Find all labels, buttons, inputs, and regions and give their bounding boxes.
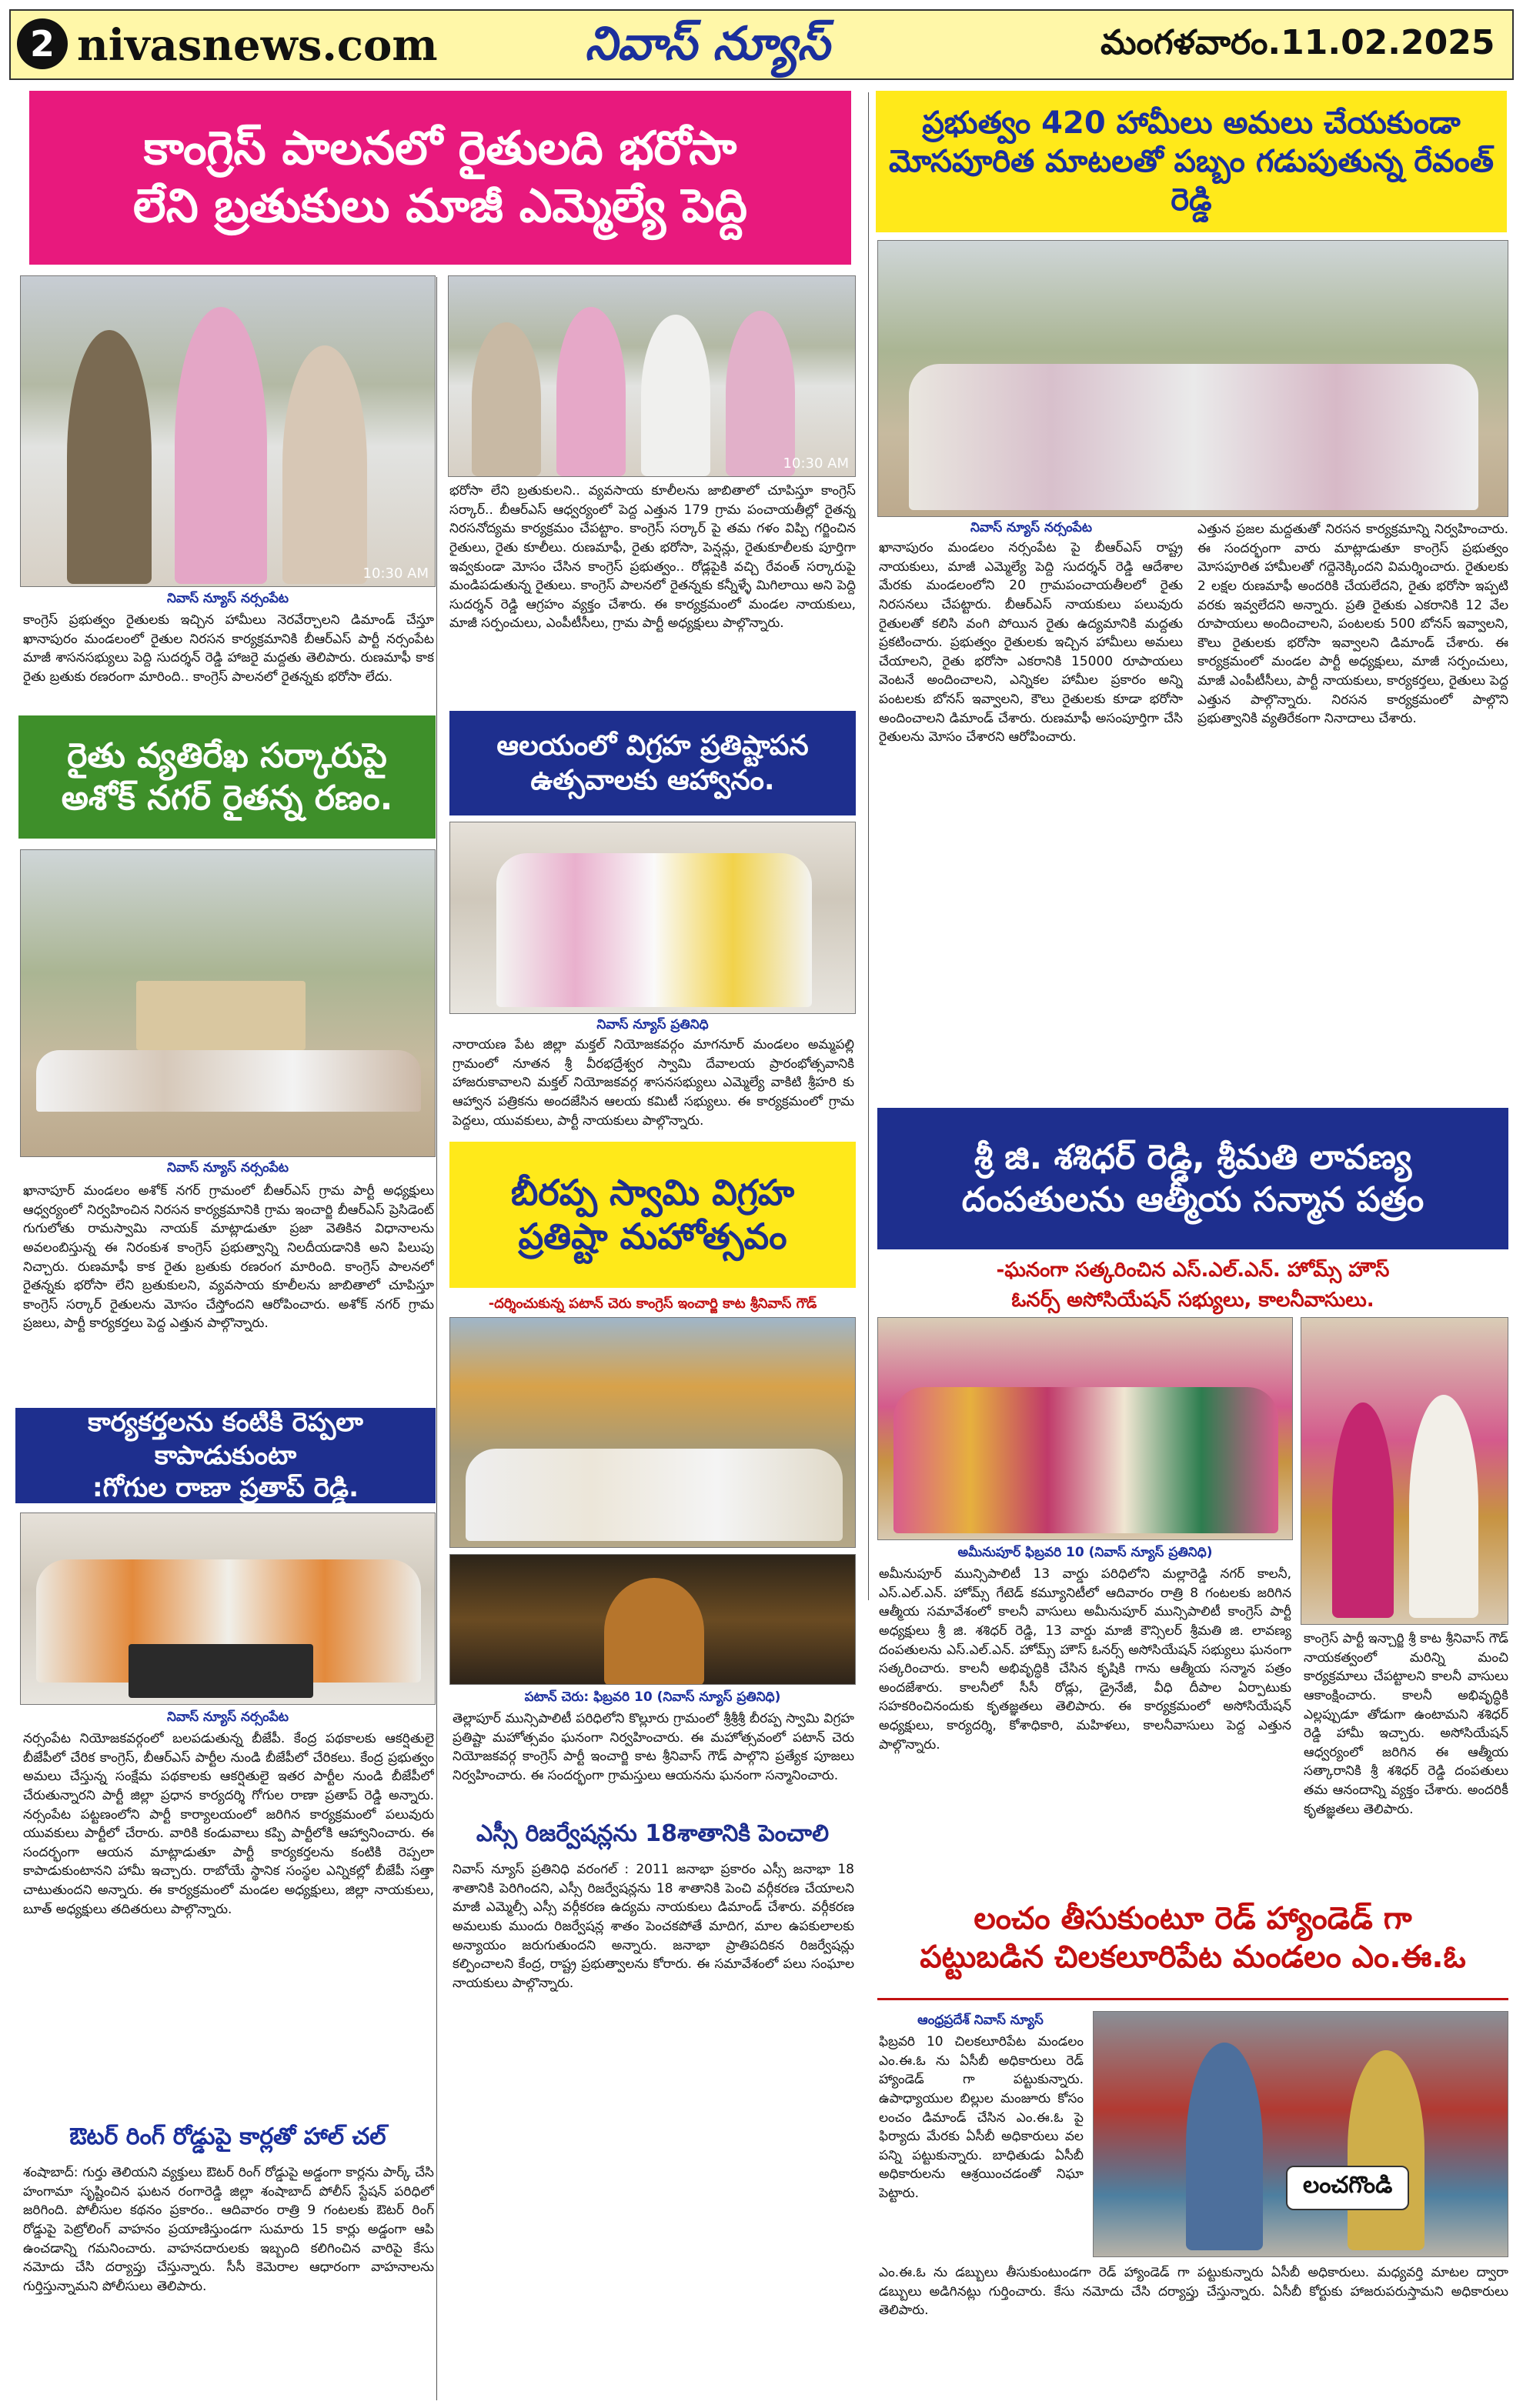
- story3-headline-line2: అశోక్ నగర్ రైతన్న రణం.: [61, 779, 393, 818]
- story6-caption: నివాస్ న్యూస్ ప్రతినిధి: [596, 1017, 709, 1032]
- story9-photo-felicitation-couple: [1301, 1317, 1508, 1625]
- story9-body-left: అమీనుపూర్ మున్సిపాలిటీ 13 వార్డు పరిధిలోని మల్లారెడ్డి నగర్ కాలనీ, ఎస్.ఎల్.ఎన్. హోమ్స్ గేటెడ్ కమ్యూనిటీలో ఆదివారం రాత్రి 8 గంటలకు జరిగిన ఆత్మీయ సమావేశంలో కాలనీ వాసులు అమీనుపూర్ మున్సిపాలిటీ కాంగ్రెస్ పార్టీ అధ్యక్షులు శ్రీ జి. శశిధర్ రెడ్డి, 13 వార్డు మాజీ కౌన్సిలర్ శ్రీమతి జి. లావణ్య దంపతులను ఎస్.ఎల్.ఎన్. హోమ్స్ హౌస్ ఓనర్స్ అసోసియేషన్ సభ్యులు ఘనంగా సత్కరించారు. కాలనీ అభివృద్ధికి చేసిన కృషికి గాను ఆత్మీయ సన్మాన పత్రం అందజేశారు. కాలనీలో సీసీ రోడ్లు, డ్రైనేజీ, వీధి దీపాల ఏర్పాటుకు సహకరించినందుకు కృతజ్ఞతలు తెలిపారు. ఈ కార్యక్రమంలో అసోసియేషన్ అధ్యక్షులు, కార్యదర్శి, కోశాధికారి, మహిళలు, కాలనీవాసులు పెద్ద ఎత్తున పాల్గొన్నారు.: [879, 1566, 1291, 1753]
- story8-headline: ఎస్సీ రిజర్వేషన్లను 18శాతానికి పెంచాలి: [449, 1813, 856, 1856]
- story6-headline: [449, 711, 856, 815]
- story1-body-left: కాంగ్రెస్ ప్రభుత్వం రైతులకు ఇచ్చిన హామీలు నెరవేర్చాలని డిమాండ్ చేస్తూ ఖానాపురం మండలంలో రైతుల నిరసన కార్యక్రమానికి బీఆర్ఎస్ పార్టీ నర్సంపేట మాజీ శాసనసభ్యులు పెద్ది సుదర్శన్ రెడ్డి హాజరై మద్దతు తెలిపారు. రుణమాఫీ కాక రైతు బ్రతుకు రణరంగా మారింది.. కాంగ్రెస్ పాలనలో రైతన్నకు భరోసా లేదు.: [23, 612, 434, 685]
- story9-headline-line1: శ్రీ జి. శశిధర్ రెడ్డి, శ్రీమతి లావణ్య: [974, 1138, 1412, 1177]
- story7-body: తెల్లాపూర్ మున్సిపాలిటీ పరిధిలోని కొల్లూరు గ్రామంలో శ్రీశ్రీశ్రీ బీరప్ప స్వామి విగ్రహ ప్రతిష్టా మహోత్సవం ఘనంగా నిర్వహించారు. ఈ మహోత్సవంలో పటాన్ చెరు నియోజకవర్గ కాంగ్రెస్ పార్టీ ఇంచార్జి కాట శ్రీనివాస్ గౌడ్ పాల్గొని ప్రత్యేక పూజలు నిర్వహించారు. ఈ సందర్భంగా గ్రామస్తులు ఆయనను ఘనంగా సన్మానించారు.: [453, 1711, 854, 1783]
- story4-body: నర్సంపేట నియోజకవర్గంలో బలపడుతున్న బీజేపీ. కేంద్ర పథకాలకు ఆకర్షితులై బీజేపీలో చేరిక కాంగ్రెస్, బీఆర్ఎస్ పార్టీల నుండి బీజేపీలో చేరికలు. కేంద్ర ప్రభుత్వం అమలు చేస్తున్న సంక్షేమ పథకాలకు ఆకర్షితులై ఇతర పార్టీల నుండి బీజేపీలో చేరుతున్నారని పార్టీ జిల్లా ప్రధాన కార్యదర్శి గోగుల రాణా ప్రతాప్ రెడ్డి అన్నారు. నర్సంపేట పట్టణంలోని పార్టీ కార్యాలయంలో జరిగిన కార్యక్రమంలో పలువురు యువకులు పార్టీలో చేరారు. వారికి కండువాలు కప్పి పార్టీలోకి ఆహ్వానించారు. ఈ సందర్భంగా ఆయన మాట్లాడుతూ పార్టీ కార్యకర్తలను కంటికి రెప్పలా కాపాడుకుంటానని హామీ ఇచ్చారు. రాబోయే స్థానిక సంస్థల ఎన్నికల్లో బీజేపీ సత్తా చాటుతుందని అన్నారు. ఈ కార్యక్రమంలో మండల అధ్యక్షులు, జిల్లా నాయకులు, బూత్ అధ్యక్షులు తదితరులు పాల్గొన్నారు.: [23, 1731, 434, 1917]
- story9-headline-line2: దంపతులను ఆత్మీయ సన్మాన పత్రం: [961, 1180, 1424, 1219]
- story7-headline-line2: ప్రతిష్టా మహోత్సవం: [518, 1216, 787, 1257]
- column-divider: [868, 92, 869, 1600]
- story1-body-right: భరోసా లేని బ్రతుకులని.. వ్యవసాయ కూలీలను జాబితాలో చూపిస్తూ కాంగ్రెస్ సర్కార్.. బీఆర్ఎస్ ఆధ్వర్యంలో పెద్ద ఎత్తున 179 గ్రామ పంచాయతీల్లో రైతన్న నిరసనోద్యమ కార్యక్రమం చేపట్టాం. కాంగ్రెస్ సర్కార్ పై తమ గళం విప్పి గర్జించిన రైతులు, రైతు కూలీలు. రుణమాఫీ, రైతు భరోసా, పెన్షన్లు, రైతుకూలీలకు పూర్తిగా ఇవ్వకుండా మోసం చేసిన కాంగ్రెస్ ప్రభుత్వం.. రోడ్లపైకి వచ్చి రేవంత్ సర్కారుపై మండిపడుతున్న రైతులు. కాంగ్రెస్ పాలనలో రైతన్నకు కన్నీళ్ళే మిగిలాయి అని పెద్ది సుదర్శన్ రెడ్డి ఆగ్రహం వ్యక్తం చేశారు. ఈ కార్యక్రమంలో మండల నాయకులు, మాజీ సర్పంచులు, ఎంపీటీసీలు, గ్రామ పార్టీ అధ్యక్షులు పాల్గొన్నారు.: [449, 483, 856, 632]
- story1-headline-line1: కాంగ్రెస్ పాలనలో రైతులది భరోసా: [143, 122, 737, 175]
- story9-headline: [877, 1108, 1508, 1249]
- story7-photo-idol: [449, 1554, 856, 1685]
- story4-caption: నివాస్ న్యూస్ నర్సంపేట: [166, 1709, 289, 1725]
- story4-photo-joining: [20, 1513, 436, 1705]
- issue-date: మంగళవారం.11.02.2025: [1101, 23, 1495, 62]
- story7-headline-line1: బీరప్ప స్వామి విగ్రహ: [510, 1171, 795, 1213]
- story3-headline: [18, 715, 436, 839]
- story1-photo-group: [448, 275, 856, 477]
- story9-photo-felicitation-group: [877, 1317, 1293, 1540]
- site-url[interactable]: nivasnews.com: [77, 20, 438, 71]
- story7-headline: [449, 1142, 856, 1288]
- story1-caption: నివాస్ న్యూస్ నర్సంపేట: [166, 591, 289, 606]
- story7-photo-temple: [449, 1317, 856, 1548]
- story10-photo-acb-raid: [1093, 2011, 1508, 2257]
- story9-subhead-line2: ఓనర్స్ అసోసియేషన్ సభ్యులు, కాలనీవాసులు.: [1011, 1289, 1374, 1312]
- story4-headline-line1: కార్యకర్తలను కంటికి రెప్పలా కాపాడుకుంటా: [88, 1407, 363, 1471]
- story6-body: నారాయణ పేట జిల్లా మక్తల్ నియోజకవర్గం మాగనూర్ మండలం అమ్మపల్లి గ్రామంలో నూతన శ్రీ వీరభద్రేశ్వర స్వామి దేవాలయ ప్రారంభోత్సవానికి హాజరుకావాలని మక్తల్ నియోజకవర్గ శాసనసభ్యులు ఎమ్మెల్యే వాకిటి శ్రీహరి కు ఆహ్వాన పత్రికను అందజేసిన ఆలయ కమిటీ సభ్యులు. ఈ కార్యక్రమంలో గ్రామ పెద్దలు, యువకులు, పార్టీ నాయకులు పాల్గొన్నారు.: [453, 1037, 854, 1129]
- story2-caption: నివాస్ న్యూస్ నర్సంపేట: [970, 520, 1092, 535]
- story10-dateline: ఆంధ్రప్రదేశ్ నివాస్ న్యూస్: [917, 2013, 1044, 2028]
- paper-name: నివాస్ న్యూస్: [585, 17, 830, 71]
- page-number: 2: [17, 18, 68, 69]
- story8-body: నివాస్ న్యూస్ ప్రతినిధి వరంగల్ : 2011 జనాభా ప్రకారం ఎస్సీ జనాభా 18 శాతానికి పెరిగిందని, ఎస్సీ రిజర్వేషన్లను 18 శాతానికి పెంచి వర్గీకరణ చేయాలని మాజీ ఎమ్మెల్సీ ఎస్సీ వర్గీకరణ ఉద్యమ నాయకులు డిమాండ్ చేశారు. వర్గీకరణ అమలుకు ముందు రిజర్వేషన్ల శాతం పెంచకపోతే మాదిగ, మాల ఉపకులాలకు అన్యాయం జరుగుతుందని అన్నారు. జనాభా ప్రాతిపదికన రిజర్వేషన్లు కల్పించాలని కేంద్ర, రాష్ట్ర ప్రభుత్వాలను కోరారు. ఈ సమావేశంలో పలు సంఘాల నాయకులు పాల్గొన్నారు.: [453, 1862, 854, 1991]
- story7-caption: పటాన్ చెరు: ఫిబ్రవరి 10 (నివాస్ న్యూస్ ప్రతినిధి): [524, 1689, 781, 1705]
- story4-headline: [15, 1408, 436, 1503]
- story10-headline-line2: పట్టుబడిన చిలకలూరిపేట మండలం ఎం.ఈ.ఓ: [920, 1939, 1466, 1975]
- story6-headline-line1: ఆలయంలో విగ్రహ ప్రతిష్టాపన: [496, 730, 809, 762]
- story2-headline-line2: మోసపూరిత మాటలతో పబ్బం గడుపుతున్న రేవంత్ రెడ్డి: [889, 144, 1494, 218]
- story10-body-left: ఫిబ్రవరి 10 చిలకలూరిపేట మండలం ఎం.ఈ.ఓ ను ఏసీబీ అధికారులు రెడ్ హ్యాండెడ్ గా పట్టుకున్నారు. ఉపాధ్యాయుల బిల్లుల మంజూరు కోసం లంచం డిమాండ్ చేసిన ఎం.ఈ.ఓ పై ఫిర్యాదు మేరకు ఏసీబీ అధికారులు వల పన్ని పట్టుకున్నారు. బాధితుడు ఏసీబీ అధికారులను ఆశ్రయించడంతో నిఘా పెట్టారు.: [879, 2034, 1084, 2202]
- story3-caption: నివాస్ న్యూస్ నర్సంపేట: [166, 1160, 289, 1176]
- story9-body-right: కాంగ్రెస్ పార్టీ ఇన్చార్జి శ్రీ కాట శ్రీనివాస్ గౌడ్ నాయకత్వంలో మరిన్ని మంచి కార్యక్రమాలు చేపట్టాలని కాలనీ వాసులు ఆకాంక్షించారు. కాలనీ అభివృద్ధికి ఎల్లప్పుడూ తోడుగా ఉంటామని శశిధర్ రెడ్డి హామీ ఇచ్చారు. అసోసియేషన్ ఆధ్వర్యంలో జరిగిన ఈ ఆత్మీయ సత్కారానికి శ్రీ శశిధర్ రెడ్డి దంపతులు తమ ఆనందాన్ని వ్యక్తం చేశారు. అందరికీ కృతజ్ఞతలు తెలిపారు.: [1304, 1631, 1508, 1817]
- story3-headline-line1: రైతు వ్యతిరేఖ సర్కారుపై: [67, 736, 387, 775]
- photo-badge: లంచగొండి: [1286, 2166, 1409, 2210]
- story6-headline-line2: ఉత్సవాలకు ఆహ్వానం.: [530, 765, 775, 796]
- story1-photo-protest: [20, 275, 436, 587]
- story2-headline-line1: ప్రభుత్వం 420 హామీలు అమలు చేయకుండా: [922, 105, 1461, 141]
- story1-headline-line2: లేని బ్రతుకులు మాజీ ఎమ్మెల్యే పెద్ది: [133, 179, 747, 233]
- story3-photo-village: [20, 849, 436, 1157]
- story2-photo-rally: [877, 240, 1508, 517]
- story2-body-right: ఎత్తున ప్రజల మద్దతుతో నిరసన కార్యక్రమాన్ని నిర్వహించారు. ఈ సందర్భంగా వారు మాట్లాడుతూ కాంగ్రెస్ ప్రభుత్వం మోసపూరిత హామీలతో గద్దెనెక్కిందని విమర్శించారు. రైతులకు 2 లక్షల రుణమాఫీ అందరికి చేయలేదని, రైతు భరోసా ఇప్పటి వరకు ఇవ్వలేదని అన్నారు. ప్రతి రైతుకు ఎకరానికి 12 వేల రూపాయలు అందించాలని, పంటలకు 500 బోనస్ ఇవ్వాలని, కౌలు రైతులకు భరోసా ఇవ్వాలని డిమాండ్ చేశారు. ఈ కార్యక్రమంలో మండల పార్టీ అధ్యక్షులు, మాజీ సర్పంచులు, మాజీ ఎంపీటీసీలు, పార్టీ నాయకులు, కార్యకర్తలు, రైతులు పెద్ద ఎత్తున పాల్గొన్నారు. నిరసన కార్యక్రమంలో పాల్గొని ప్రభుత్వానికి వ్యతిరేకంగా నినాదాలు చేశారు.: [1197, 522, 1508, 727]
- photo-timestamp: 10:30 AM: [362, 565, 429, 582]
- story5-headline: ఔటర్ రింగ్ రోడ్డుపై కార్లతో హాల్ చల్: [20, 2116, 436, 2159]
- story6-photo-invitation: [449, 822, 856, 1014]
- story5-body: శంషాబాద్: గుర్తు తెలియని వ్యక్తులు ఔటర్ రింగ్ రోడ్డుపై అడ్డంగా కార్లను పార్క్ చేసి హంగామా సృష్టించిన ఘటన రంగారెడ్డి జిల్లా శంషాబాద్ పోలీస్ స్టేషన్ పరిధిలో జరిగింది. పోలీసుల కథనం ప్రకారం.. ఆదివారం రాత్రి 9 గంటలకు ఔటర్ రింగ్ రోడ్డుపై పెట్రోలింగ్ వాహనం ప్రయాణిస్తుండగా సుమారు 15 కార్లు అడ్డంగా ఆపి ఉంచడాన్ని గమనించారు. వాహనదారులకు ఇబ్బంది కలిగించిన వారిపై కేసు నమోదు చేసి దర్యాప్తు చేస్తున్నారు. సీసీ కెమెరాల ఆధారంగా వాహనాలను గుర్తిస్తున్నామని పోలీసులు తెలిపారు.: [23, 2165, 434, 2294]
- story9-subhead-line1: -ఘనంగా సత్కరించిన ఎస్.ఎల్.ఎన్. హోమ్స్ హౌస్: [996, 1259, 1390, 1282]
- column-divider: [436, 277, 437, 2400]
- story2-body-left: ఖానాపురం మండలం నర్సంపేట పై బీఆర్ఎస్ రాష్ట్ర నాయకులు, మాజీ ఎమ్మెల్యే పెద్ది సుదర్శన్ రెడ్డి ఆదేశాల మేరకు మండలంలోని 20 గ్రామపంచాయతీలలో రైతు నిరసనలు చేపట్టారు. బీఆర్ఎస్ నాయకులు పలువురు రైతులతో కలిసి వంగి పోయిన రైతు ఉద్యమానికి మద్దతు ప్రకటించారు. ప్రభుత్వం రైతులకు ఇచ్చిన హామీలు అమలు చేయాలని, రైతు భరోసా ఎకరానికి 15000 రూపాయలు వెంటనే అందించాలని, ఎన్నికల హామీల ప్రకారం అన్ని పంటలకు బోనస్ ఇవ్వాలని, కౌలు రైతులకు కూడా భరోసా అందించాలని డిమాండ్ చేశారు. రుణమాఫీ అసంపూర్తిగా చేసి రైతులను మోసం చేశారని ఆరోపించారు.: [879, 540, 1183, 745]
- story9-caption: అమీనుపూర్ ఫిబ్రవరి 10 (నివాస్ న్యూస్ ప్రతినిధి): [957, 1545, 1213, 1560]
- story1-headline: [29, 91, 851, 265]
- story10-headline: [877, 1877, 1508, 2000]
- story10-headline-line1: లంచం తీసుకుంటూ రెడ్ హ్యాండెడ్ గా: [974, 1900, 1412, 1936]
- story7-subhead: -దర్శించుకున్న పటాన్ చెరు కాంగ్రెస్ ఇంచార్జి కాట శ్రీనివాస్ గౌడ్: [488, 1296, 817, 1312]
- story3-body: ఖానాపూర్ మండలం అశోక్ నగర్ గ్రామంలో బీఆర్ఎస్ గ్రామ పార్టీ అధ్యక్షులు ఆధ్వర్యంలో నిర్వహించిన నిరసన కార్యక్రమానికి గ్రామ ఇంచార్జి బీఆర్ఎస్ ప్రెసిడెంట్ గుగులోతు రామస్వామి నాయక్ మాట్లాడుతూ ప్రజా వెతికిన విధానాలను అవలంబిస్తున్న ఈ నిరంకుశ కాంగ్రెస్ ప్రభుత్వాన్ని నిలదీయడానికి అని పిలుపు నిచ్చారు. రుణమాఫీ కాక రైతు బ్రతుకు రణరంగ మారింది. కాంగ్రెస్ పాలనలో రైతన్నకు భరోసా లేని బ్రతుకులని, వ్యవసాయ కూలీలను జాబితాలో చూపిస్తూ కాంగ్రెస్ సర్కార్ రైతులను మోసం చేస్తోందని ఆరోపించారు. అశోక్ నగర్ గ్రామ ప్రజలు, పార్టీ కార్యకర్తలు పెద్ద ఎత్తున పాల్గొన్నారు.: [23, 1183, 434, 1332]
- story10-body-bottom: ఎం.ఈ.ఓ ను డబ్బులు తీసుకుంటుండగా రెడ్ హ్యాండెడ్ గా పట్టుకున్నారు ఏసీబీ అధికారులు. మధ్యవర్తి మాటల ద్వారా డబ్బులు అడిగినట్లు గుర్తించారు. కేసు నమోదు చేసి దర్యాప్తు చేస్తున్నారు. ఏసీబీ కోర్టుకు హాజరుపరుస్తామని అధికారులు తెలిపారు.: [879, 2265, 1508, 2319]
- story4-headline-line2: :గోగుల రాణా ప్రతాప్ రెడ్డి.: [92, 1472, 359, 1504]
- story9-subhead: [877, 1256, 1508, 1316]
- photo-timestamp: 10:30 AM: [783, 455, 849, 472]
- story2-headline: [876, 91, 1507, 232]
